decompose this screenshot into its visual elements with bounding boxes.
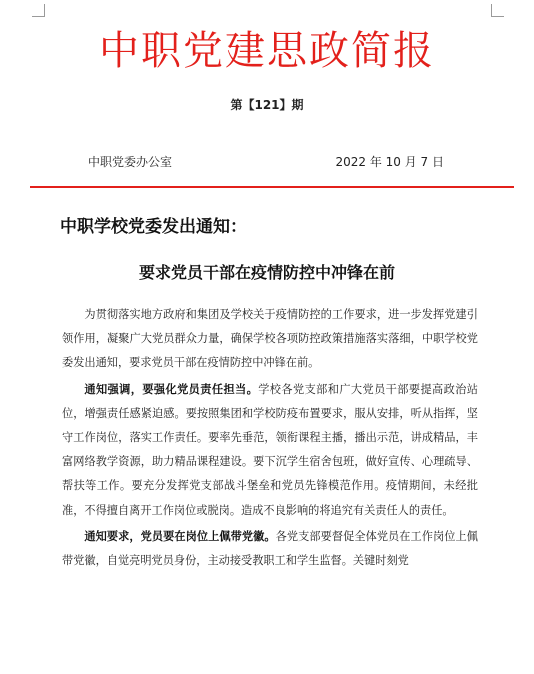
section-2-text: 各党支部要督促全体党员在工作岗位上佩带党徽，自觉亮明党员身份，主动接受教职工和学生监督。关键时刻党 xyxy=(62,529,478,568)
section-paragraph-2 xyxy=(62,525,478,573)
article-subheadline: 要求党员干部在疫情防控中冲锋在前 xyxy=(138,263,395,282)
article-headline: 中职学校党委发出通知： xyxy=(60,217,247,237)
issuer-office: 中职党委办公室 xyxy=(88,155,173,169)
intro-paragraph: 为贯彻落实地方政府和集团及学校关于疫情防控的工作要求，进一步发挥党建引领作用，凝聚广大党员群众力量，确保学校各项防控政策措施落实落细，中职学校党委发出通知，要求党员干部在疫情防控中冲锋在前。 xyxy=(62,308,478,370)
section-paragraph-1 xyxy=(62,378,478,523)
issue-number: 第【121】期 xyxy=(230,98,304,112)
section-1-lead: 通知强调，要强化党员责任担当。 xyxy=(84,382,259,396)
page-corner-mark-right xyxy=(491,4,504,17)
section-2-lead: 通知要求，党员要在岗位上佩带党徽。 xyxy=(84,529,276,543)
page-corner-mark-left xyxy=(32,4,45,17)
header-divider xyxy=(30,186,514,188)
section-1-text: 学校各党支部和广大党员干部要提高政治站位，增强责任感紧迫感。要按照集团和学校防疫布置要求，服从安排，听从指挥，坚守工作岗位，落实工作责任。要率先垂范，领衔课程主播，播出示范，讲成精品，丰富网络教学资源，助力精品课程建设。要下沉学生宿舍包班，做好宣传、心理疏导、帮扶等工作。要充分发挥党支部战斗堡垒和党员先锋模范作用。疫情期间，未经批准，不得擅自离开工作岗位或脱岗。造成不良影响的将追究有关责任人的责任。 xyxy=(62,382,478,517)
article-body xyxy=(62,303,478,573)
issue-date: 2022 年 10 月 7 日 xyxy=(335,155,444,169)
masthead-title: 中职党建思政简报 xyxy=(99,28,435,74)
